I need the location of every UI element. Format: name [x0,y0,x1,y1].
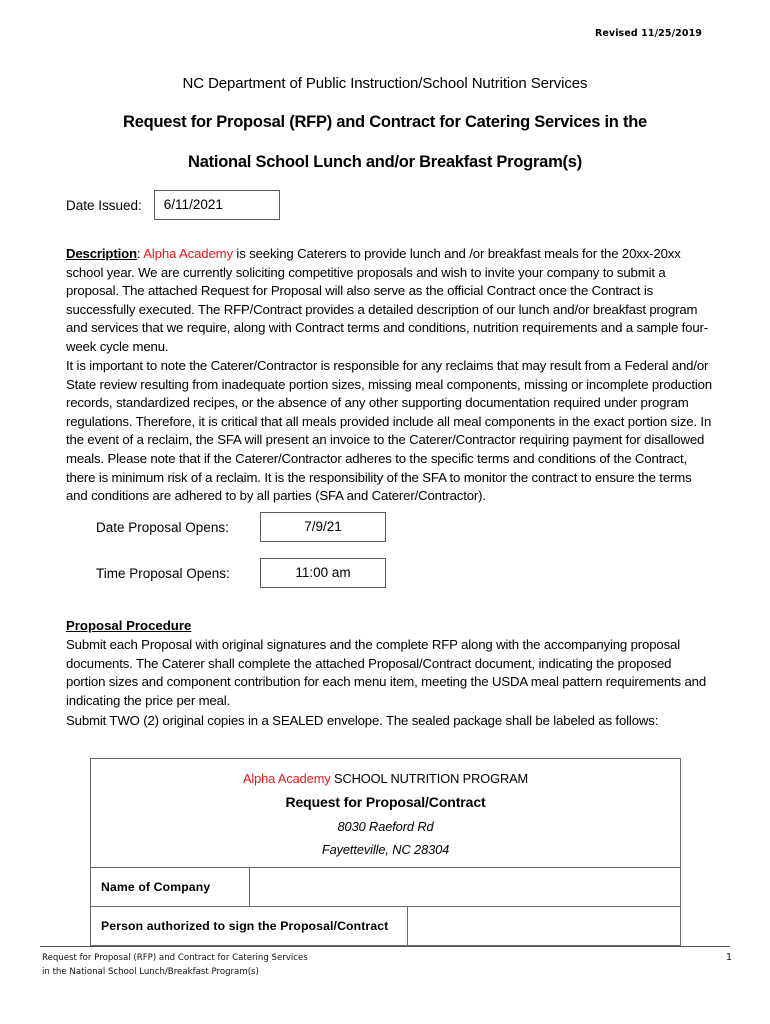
table-row [91,868,681,907]
proposal-procedure-paragraph-2: Submit TWO (2) original copies in a SEALED envelope. The sealed package shall be labeled as follows: [66,713,659,728]
time-proposal-opens-field[interactable]: 11:00 am [260,558,386,588]
envelope-program-line [91,768,680,789]
envelope-entity-name: Alpha Academy [242,770,331,786]
envelope-header-cell [91,759,681,868]
envelope-header-row [91,759,681,868]
description-paragraph [66,245,712,357]
time-proposal-opens-label: Time Proposal Opens: [96,565,230,581]
footer-page-number: 1 [725,952,732,963]
envelope-program-text: SCHOOL NUTRITION PROGRAM [330,770,529,786]
envelope-title: Request for Proposal/Contract [285,793,486,810]
page-title-line-2: National School Lunch and/or Breakfast Program(s) [188,153,582,171]
authorized-person-input[interactable] [408,907,681,946]
date-proposal-opens-row [96,512,386,542]
authorized-person-label: Person authorized to sign the Proposal/Contract [91,907,408,946]
envelope-address-line-2: Fayetteville, NC 28304 [321,841,450,857]
agency-line: NC Department of Public Instruction/School Nutrition Services [182,75,588,92]
footer-line-1: Request for Proposal (RFP) and Contract for Catering Services [42,953,308,963]
name-of-company-input[interactable] [250,868,681,907]
description-entity-name: Alpha Academy [143,246,233,261]
page-title-line-1: Request for Proposal (RFP) and Contract for Catering Services in the [123,113,647,131]
page-title [0,102,770,182]
date-issued-row [66,190,280,220]
envelope-label-table [90,758,681,946]
footer-divider [40,946,730,947]
revised-stamp: Revised 11/25/2019 [594,28,702,39]
time-proposal-opens-row [96,558,386,588]
footer-line-2: in the National School Lunch/Breakfast Program(s) [42,967,259,977]
description-body: is seeking Caterers to provide lunch and /or breakfast meals for the 20xx-20xx school year. We are currently soliciting competitive proposals and wish to invite your company to submit a proposal. The attached Request for Proposal will also serve as the official Contract once the Contract is successfully executed. The RFP/Contract provides a detailed description of our lunch and/or breakfast program and services that we require, along with Contract terms and conditions, nutrition requirements and a sample four-week cycle menu. [66,246,709,354]
proposal-procedure-heading: Proposal Procedure [66,618,192,633]
description-heading: Description [66,246,137,261]
envelope-address-line-1: 8030 Raeford Rd [337,818,434,834]
date-issued-label: Date Issued: [66,197,142,213]
proposal-procedure-paragraph-1: Submit each Proposal with original signatures and the complete RFP along with the accompanying proposal documents. The Caterer shall complete the attached Proposal/Contract document, indicating the proposed portion sizes and component contribution for each menu item, meeting the USDA meal pattern requirements and indicating the price per meal. [66,637,707,708]
name-of-company-label: Name of Company [91,868,250,907]
page-footer [42,951,732,979]
reclaim-paragraph: It is important to note the Caterer/Contractor is responsible for any reclaims that may result from a Federal and/or State review resulting from inadequate portion sizes, missing meal components, missing or incomplete production records, standardized recipes, or the absence of any other supporting documentation required under program regulations. Therefore, it is critical that all meals provided include all meal components in the exact portion size. In the event of a reclaim, the SFA will present an invoice to the Caterer/Contractor requiring payment for disallowed meals. Please note that if the Caterer/Contractor adheres to the specific terms and conditions of the Contract, there is minimum risk of a reclaim. It is the responsibility of the SFA to monitor the contract to ensure the terms and conditions are adhered to by all parties (SFA and Caterer/Contractor). [66,358,712,504]
date-proposal-opens-field[interactable]: 7/9/21 [260,512,386,542]
description-separator: : [136,246,144,261]
table-row [91,907,681,946]
date-proposal-opens-label: Date Proposal Opens: [96,519,229,535]
date-issued-field[interactable]: 6/11/2021 [154,190,280,220]
